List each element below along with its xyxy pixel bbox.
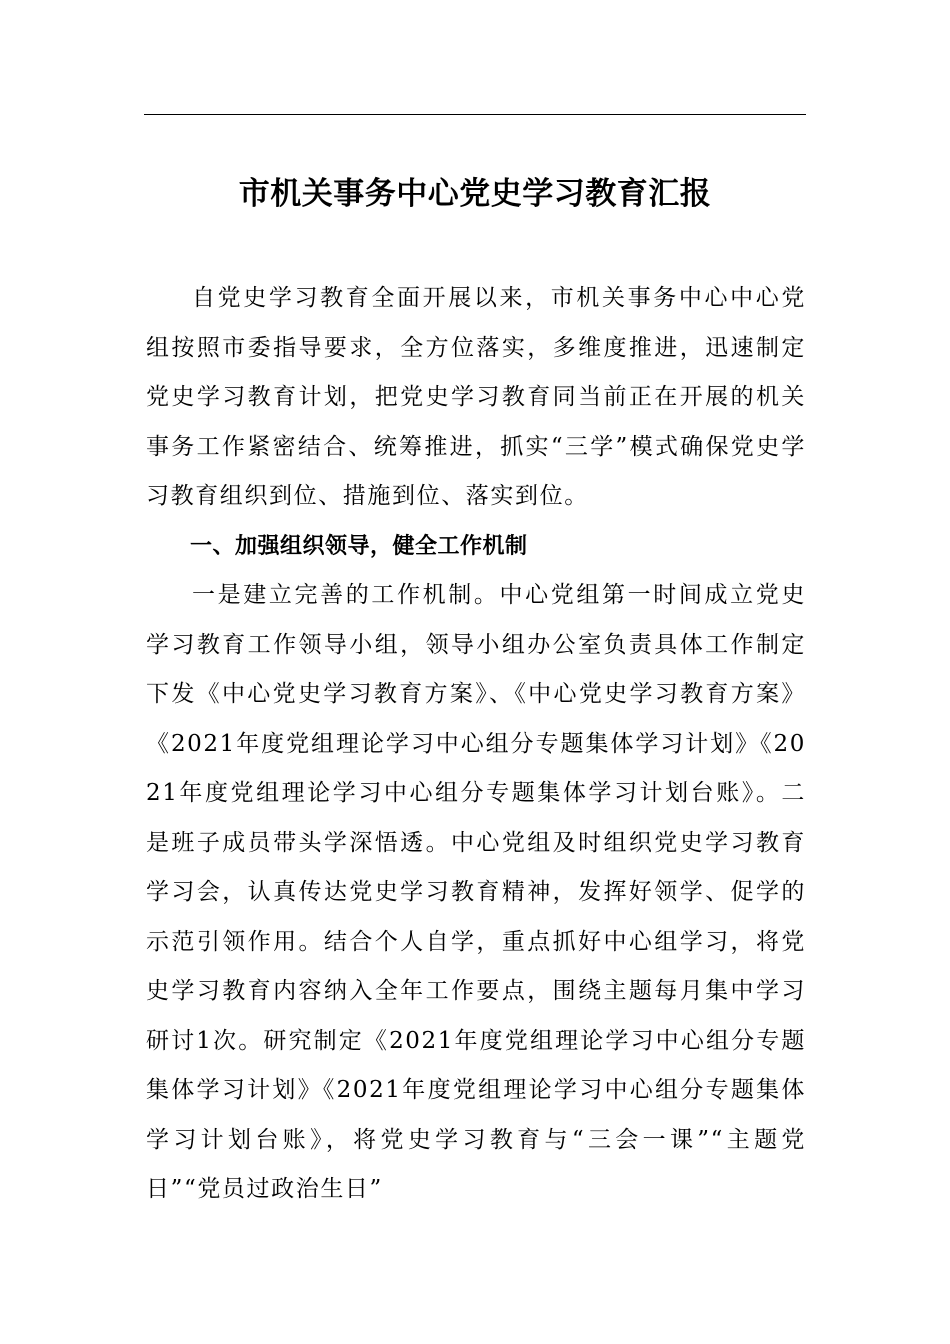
section-1-paragraph: 一是建立完善的工作机制。中心党组第一时间成立党史学习教育工作领导小组，领导小组办公室负责具体工作制定下发《中心党史学习教育方案》、《中心党史学习教育方案》《2021年度党组理论学习中心组分专题集体学习计划》《2021年度党组理论学习中心组分专题集体学习计划台账》。二是班子成员带头学深悟透。中心党组及时组织党史学习教育学习会，认真传达党史学习教育精神，发挥好领学、促学的示范引领作用。结合个人自学，重点抓好中心组学习，将党史学习教育内容纳入全年工作要点，围绕主题每月集中学习研讨1次。研究制定《2021年度党组理论学习中心组分专题集体学习计划》《2021年度党组理论学习中心组分专题集体学习计划台账》，将党史学习教育与“三会一课”“主题党日”“党员过政治生日” (146, 582, 806, 1202)
header-rule (144, 114, 806, 115)
document-title: 市机关事务中心党史学习教育汇报 (238, 176, 712, 212)
document-body (146, 274, 806, 1215)
intro-paragraph: 自党史学习教育全面开展以来，市机关事务中心中心党组按照市委指导要求，全方位落实，多维度推进，迅速制定党史学习教育计划，把党史学习教育同当前正在开展的机关事务工作紧密结合、统筹推进，抓实“三学”模式确保党史学习教育组织到位、措施到位、落实到位。 (146, 285, 806, 509)
section-heading-1: 一、加强组织领导，健全工作机制 (190, 533, 528, 559)
